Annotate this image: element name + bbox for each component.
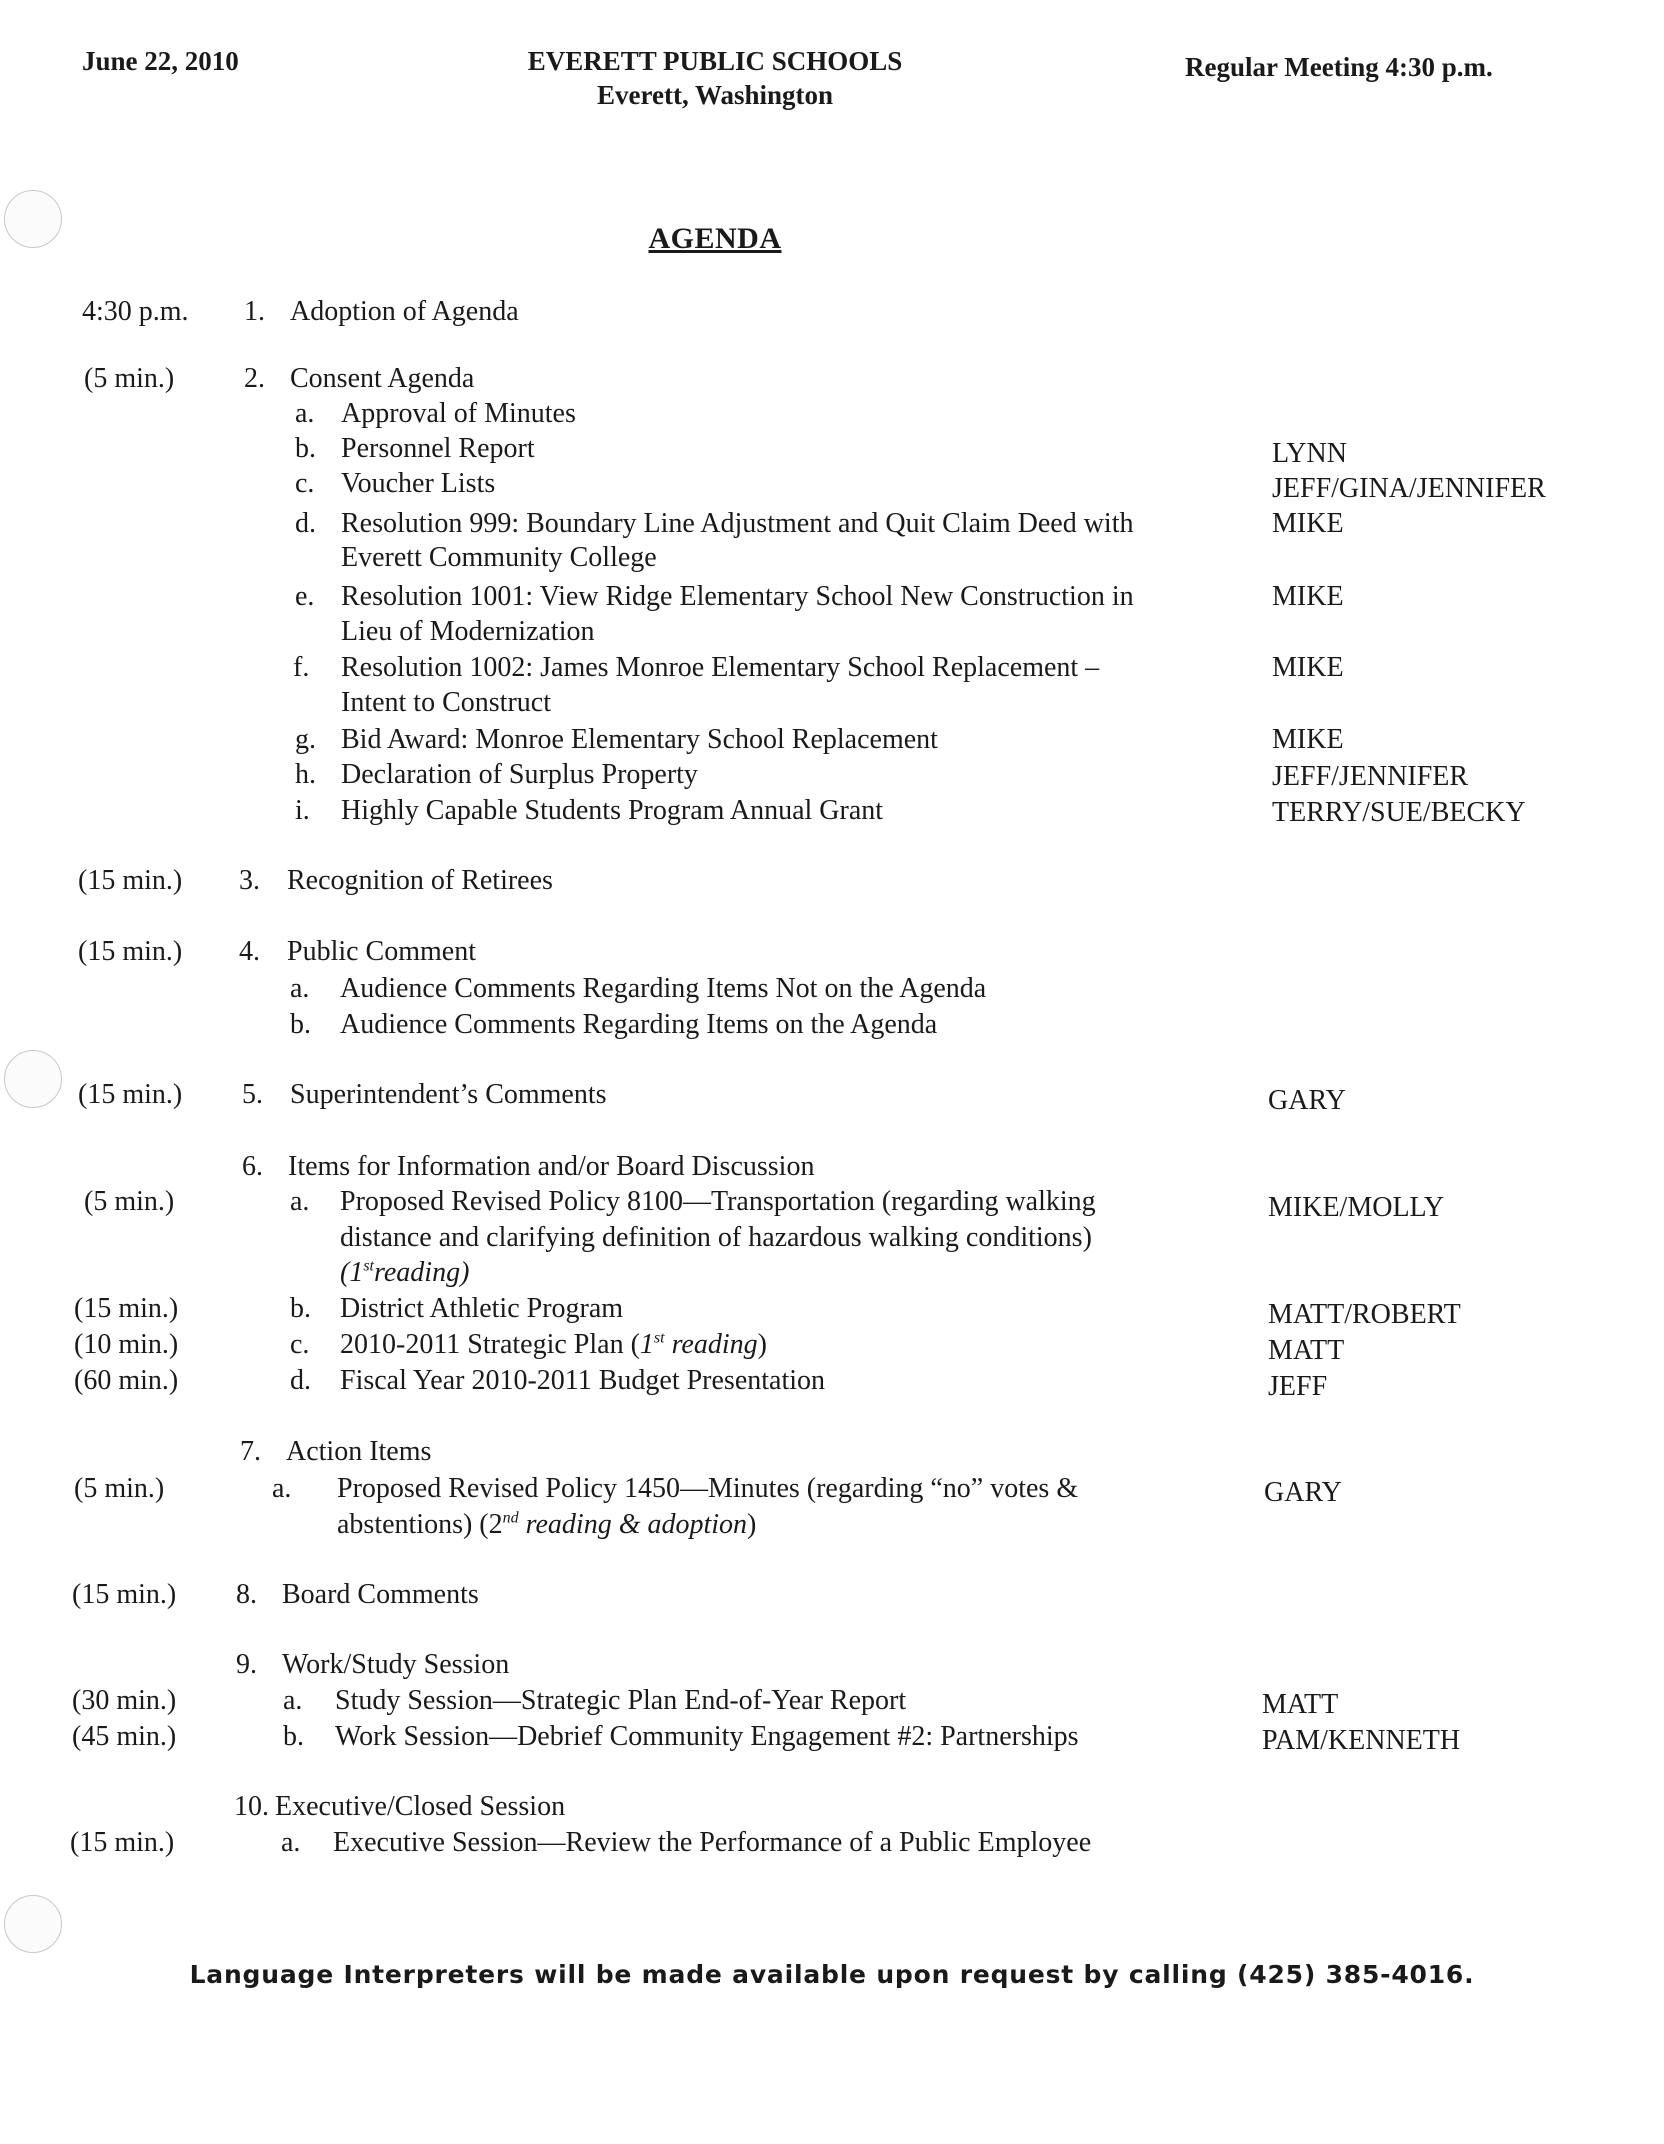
- item-text: District Athletic Program: [340, 1293, 624, 1324]
- presenter: MATT: [1262, 1689, 1339, 1720]
- sub-item-letter: b.: [283, 1721, 304, 1752]
- agenda-row: [0, 1328, 1664, 1366]
- binder-hole-bottom: [4, 1895, 62, 1953]
- item-text: [340, 1328, 767, 1362]
- sub-item-letter: a.: [272, 1473, 292, 1504]
- item-number: 7.: [240, 1436, 261, 1467]
- time-allotment: (15 min.): [74, 1293, 179, 1324]
- item-text: Highly Capable Students Program Annual Grant: [341, 795, 884, 826]
- agenda-row: [0, 1364, 1664, 1402]
- item-number: 9.: [236, 1649, 257, 1680]
- item-text: Bid Award: Monroe Elementary School Replacement: [341, 724, 938, 755]
- item-text: Proposed Revised Policy 1450—Minutes (regarding “no” votes &: [337, 1473, 1079, 1504]
- time-allotment: (15 min.): [72, 1579, 177, 1610]
- sub-item-letter: i.: [295, 795, 310, 826]
- sub-item-letter: d.: [295, 508, 316, 539]
- item-text: Executive Session—Review the Performance of a Public Employee: [333, 1827, 1092, 1858]
- agenda-row: [0, 397, 1664, 431]
- time-allotment: (30 min.): [72, 1685, 177, 1716]
- agenda-row: [0, 864, 1664, 898]
- time-allotment: (15 min.): [78, 936, 183, 967]
- item-text-continued: Lieu of Modernization: [341, 616, 595, 647]
- sub-item-letter: a.: [283, 1685, 303, 1716]
- agenda-row: [0, 1648, 1664, 1682]
- item-number: 5.: [242, 1079, 263, 1110]
- time-allotment: (10 min.): [74, 1329, 179, 1360]
- sub-item-letter: c.: [290, 1329, 310, 1360]
- sub-item-letter: b.: [295, 433, 316, 464]
- item-number: 2.: [244, 363, 265, 394]
- item-text-continued: [340, 1256, 469, 1290]
- sub-item-letter: f.: [293, 652, 310, 683]
- agenda-row: [0, 615, 1664, 649]
- agenda-row: [0, 1790, 1664, 1824]
- reading-label: reading & adoption: [518, 1509, 748, 1540]
- item-number: 4.: [239, 936, 260, 967]
- reading-label: reading: [664, 1329, 758, 1360]
- item-text: Items for Information and/or Board Discussion: [288, 1151, 815, 1182]
- presenter: MIKE: [1272, 724, 1344, 755]
- presenter: MATT/ROBERT: [1268, 1299, 1461, 1330]
- presenter: JEFF/GINA/JENNIFER: [1272, 473, 1546, 504]
- item-text: Executive/Closed Session: [275, 1791, 566, 1822]
- presenter: TERRY/SUE/BECKY: [1272, 797, 1526, 828]
- item-text: Personnel Report: [341, 433, 535, 464]
- agenda-row: [0, 295, 1664, 329]
- item-text: Audience Comments Regarding Items Not on the Agenda: [340, 973, 987, 1004]
- item-text-continued: Everett Community College: [341, 542, 657, 573]
- item-text: Board Comments: [282, 1579, 479, 1610]
- agenda-row: [0, 1221, 1664, 1255]
- item-number: 6.: [242, 1151, 263, 1182]
- presenter: MIKE: [1272, 581, 1344, 612]
- agenda-row: [0, 1578, 1664, 1612]
- time-allotment: (5 min.): [74, 1473, 165, 1504]
- agenda-row: [0, 1684, 1664, 1718]
- item-text: Superintendent’s Comments: [290, 1079, 607, 1110]
- agenda-row: [0, 432, 1664, 469]
- interpreter-notice: Language Interpreters will be made available upon request by calling (425) 385-4016.: [189, 1960, 1475, 1989]
- item-text-main: abstentions) (2: [337, 1509, 503, 1540]
- organization-name: EVERETT PUBLIC SCHOOLS: [527, 46, 903, 76]
- item-text: 10.: [234, 1791, 269, 1822]
- agenda-row: [0, 686, 1664, 720]
- time-allotment: (5 min.): [84, 363, 175, 394]
- presenter: MIKE: [1272, 508, 1344, 539]
- time-allotment: 4:30 p.m.: [82, 296, 189, 327]
- agenda-row: [0, 651, 1664, 685]
- ordinal-suffix: st: [363, 1257, 374, 1275]
- time-allotment: (15 min.): [78, 1079, 183, 1110]
- agenda-row: [0, 1292, 1664, 1330]
- item-text: Fiscal Year 2010-2011 Budget Presentation: [340, 1365, 826, 1396]
- agenda-row: [0, 1150, 1664, 1184]
- item-number: 1.: [244, 296, 265, 327]
- item-text: Study Session—Strategic Plan End-of-Year Report: [335, 1685, 907, 1716]
- item-text: Declaration of Surplus Property: [341, 759, 698, 790]
- reading-number: 1: [639, 1329, 654, 1360]
- item-text: Approval of Minutes: [341, 398, 576, 429]
- agenda-row: [0, 972, 1664, 1006]
- item-text-main: 2010-2011 Strategic Plan (: [340, 1329, 640, 1360]
- item-text: Resolution 1002: James Monroe Elementary School Replacement –: [341, 652, 1100, 683]
- time-allotment: (60 min.): [74, 1365, 179, 1396]
- item-text: Consent Agenda: [290, 363, 475, 394]
- sub-item-letter: b.: [290, 1293, 311, 1324]
- agenda-row: [0, 1256, 1664, 1290]
- sub-item-letter: a.: [290, 973, 310, 1004]
- item-text: Public Comment: [287, 936, 476, 967]
- sub-item-letter: a.: [281, 1827, 301, 1858]
- ordinal-suffix: nd: [502, 1509, 519, 1527]
- time-allotment: (5 min.): [84, 1186, 175, 1217]
- item-text: Audience Comments Regarding Items on the Agenda: [340, 1009, 938, 1040]
- agenda-row: [0, 1720, 1664, 1754]
- agenda-row: [0, 362, 1664, 396]
- sub-item-letter: b.: [290, 1009, 311, 1040]
- presenter: JEFF: [1268, 1371, 1328, 1402]
- meeting-type-time: Regular Meeting 4:30 p.m.: [1185, 52, 1493, 82]
- presenter: JEFF/JENNIFER: [1272, 761, 1469, 792]
- item-text: Voucher Lists: [341, 468, 496, 499]
- presenter: LYNN: [1272, 438, 1347, 469]
- time-allotment: (45 min.): [72, 1721, 177, 1752]
- agenda-row: [0, 580, 1664, 614]
- agenda-row: [0, 794, 1664, 828]
- sub-item-letter: h.: [295, 759, 316, 790]
- organization-city: Everett, Washington: [596, 80, 834, 110]
- agenda-row: [0, 467, 1664, 504]
- presenter: GARY: [1268, 1085, 1346, 1116]
- item-text: Resolution 999: Boundary Line Adjustment and Quit Claim Deed with: [341, 508, 1134, 539]
- item-text: Adoption of Agenda: [290, 296, 519, 327]
- agenda-row: [0, 1078, 1664, 1116]
- sub-item-letter: d.: [290, 1365, 311, 1396]
- sub-item-letter: g.: [295, 724, 316, 755]
- item-text-continued: [337, 1508, 756, 1542]
- item-number: 3.: [239, 865, 260, 896]
- agenda-row: [0, 1185, 1664, 1223]
- agenda-row: [0, 1435, 1664, 1469]
- sub-item-letter: a.: [295, 398, 315, 429]
- item-text: Resolution 1001: View Ridge Elementary School New Construction in: [341, 581, 1134, 612]
- item-text: Action Items: [286, 1436, 432, 1467]
- agenda-row: [0, 935, 1664, 969]
- agenda-row: [0, 758, 1664, 792]
- page-title: AGENDA: [648, 222, 782, 255]
- item-text-continued: Intent to Construct: [341, 687, 551, 718]
- meeting-date: June 22, 2010: [82, 46, 239, 76]
- time-allotment: (15 min.): [70, 1827, 175, 1858]
- presenter: MIKE/MOLLY: [1268, 1192, 1445, 1223]
- sub-item-letter: c.: [295, 468, 315, 499]
- ordinal-suffix: st: [653, 1329, 665, 1347]
- item-text: Proposed Revised Policy 8100—Transportation (regarding walking: [340, 1186, 1096, 1217]
- item-text: Work Session—Debrief Community Engagement #2: Partnerships: [335, 1721, 1079, 1752]
- item-text: Recognition of Retirees: [287, 865, 553, 896]
- agenda-row: [0, 1826, 1664, 1860]
- time-allotment: (15 min.): [78, 865, 183, 896]
- agenda-row: [0, 1508, 1664, 1542]
- close-paren: ): [747, 1509, 757, 1540]
- close-paren: ): [757, 1329, 767, 1360]
- agenda-row: [0, 723, 1664, 757]
- agenda-row: [0, 541, 1664, 575]
- sub-item-letter: a.: [290, 1186, 310, 1217]
- presenter: MIKE: [1272, 652, 1344, 683]
- sub-item-letter: e.: [295, 581, 315, 612]
- presenter: GARY: [1264, 1477, 1342, 1508]
- agenda-row: [0, 507, 1664, 541]
- agenda-row: [0, 1472, 1664, 1506]
- reading-open: (1: [340, 1257, 364, 1288]
- item-number: 8.: [236, 1579, 257, 1610]
- reading-label: reading): [374, 1257, 470, 1288]
- item-text: Work/Study Session: [282, 1649, 510, 1680]
- item-text-continued: distance and clarifying definition of hazardous walking conditions): [340, 1222, 1092, 1253]
- presenter: MATT: [1268, 1335, 1345, 1366]
- agenda-row: [0, 1008, 1664, 1042]
- presenter: PAM/KENNETH: [1262, 1725, 1461, 1756]
